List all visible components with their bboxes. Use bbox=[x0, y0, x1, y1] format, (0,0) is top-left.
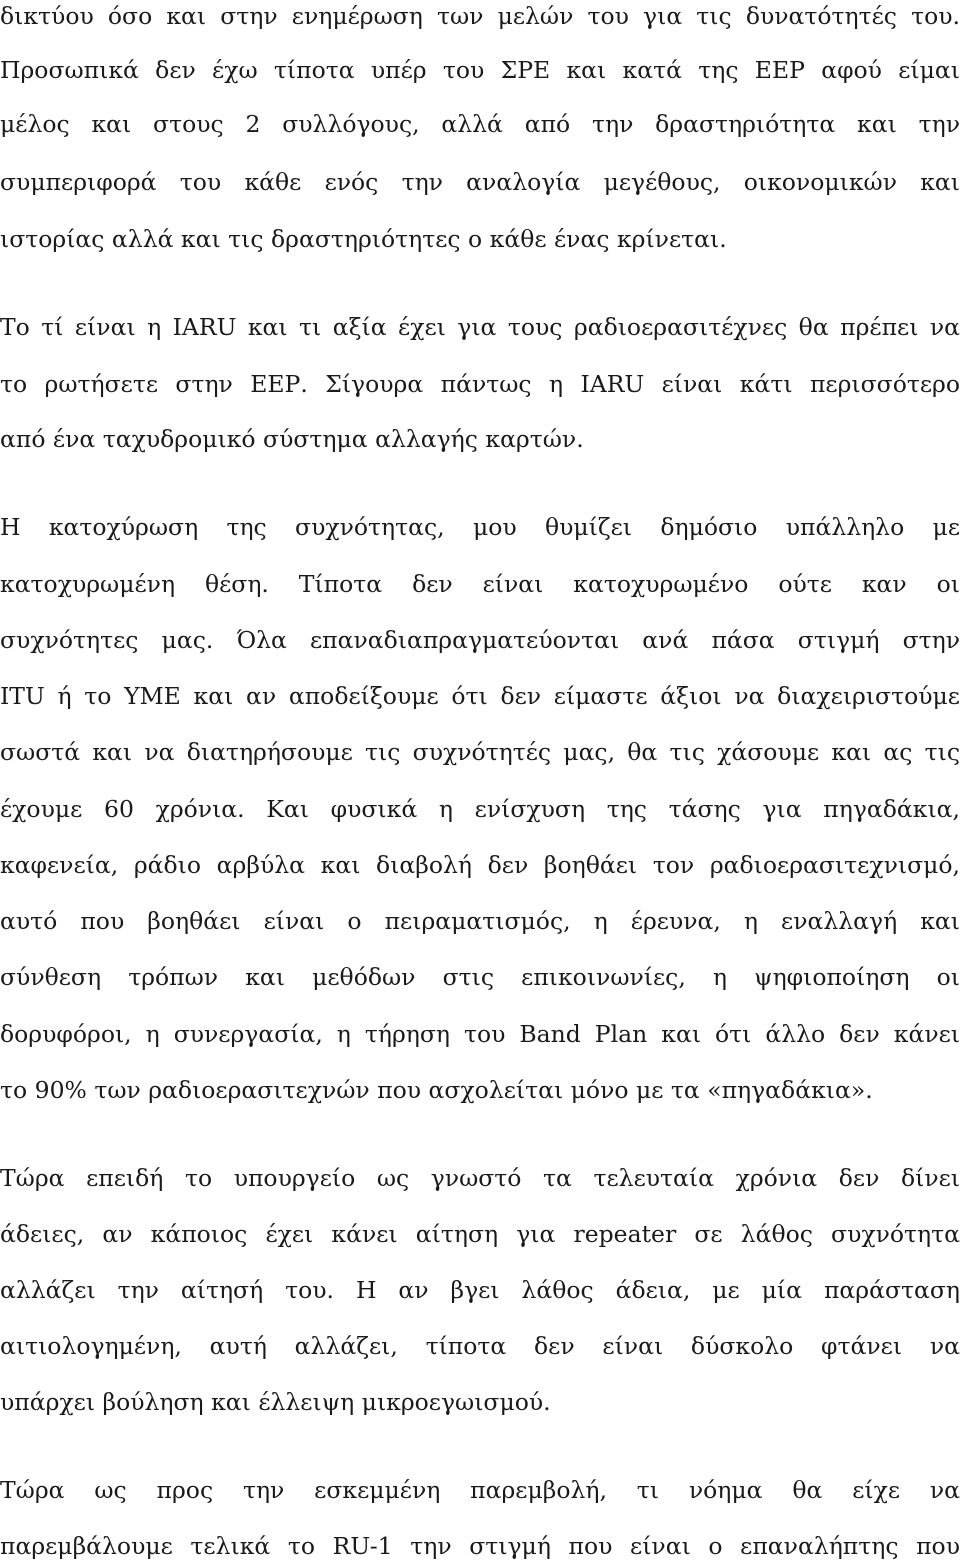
text-line: συχνότητες μας. Όλα επαναδιαπραγματεύονται ανά πάσα στιγμή στην bbox=[0, 626, 960, 654]
text-line: άδειες, αν κάποιος έχει κάνει αίτηση για repeater σε λάθος συχνότητα bbox=[0, 1220, 960, 1248]
text-line: αλλάζει την αίτησή του. Η αν βγει λάθος άδεια, με μία παράσταση bbox=[0, 1276, 960, 1304]
text-line: μέλος και στους 2 συλλόγους, αλλά από την δραστηριότητα και την bbox=[0, 110, 960, 138]
text-line: Τώρα επειδή το υπουργείο ως γνωστό τα τελευταία χρόνια δεν δίνει bbox=[0, 1164, 960, 1192]
text-line: το ρωτήσετε στην ΕΕΡ. Σίγουρα πάντως η IARU είναι κάτι περισσότερο bbox=[0, 370, 960, 398]
text-line: το 90% των ραδιοερασιτεχνών που ασχολείται μόνο με τα «πηγαδάκια». bbox=[0, 1076, 873, 1104]
text-line: Η κατοχύρωση της συχνότητας, μου θυμίζει δημόσιο υπάλληλο με bbox=[0, 513, 960, 541]
text-line: υπάρχει βούληση και έλλειψη μικροεγωισμού. bbox=[0, 1388, 551, 1416]
text-line: Τώρα ως προς την εσκεμμένη παρεμβολή, τι νόημα θα είχε να bbox=[0, 1476, 960, 1504]
text-line: αιτιολογημένη, αυτή αλλάζει, τίποτα δεν είναι δύσκολο φτάνει να bbox=[0, 1332, 960, 1360]
text-line: σωστά και να διατηρήσουμε τις συχνότητές μας, θα τις χάσουμε και ας τις bbox=[0, 738, 960, 766]
text-line: Προσωπικά δεν έχω τίποτα υπέρ του ΣΡΕ και κατά της ΕΕΡ αφού είμαι bbox=[0, 56, 960, 84]
text-line: καφενεία, ράδιο αρβύλα και διαβολή δεν βοηθάει τον ραδιοερασιτεχνισμό, bbox=[0, 851, 960, 879]
text-line: έχουμε 60 χρόνια. Και φυσικά η ενίσχυση της τάσης για πηγαδάκια, bbox=[0, 795, 960, 823]
text-line: Το τί είναι η IARU και τι αξία έχει για τους ραδιοερασιτέχνες θα πρέπει να bbox=[0, 313, 960, 341]
text-line: παρεμβάλουμε τελικά το RU-1 την στιγμή που είναι ο επαναλήπτης που bbox=[0, 1532, 960, 1560]
text-line: δικτύου όσο και στην ενημέρωση των μελών του για τις δυνατότητές του. bbox=[0, 2, 960, 30]
text-line: ITU ή το ΥΜΕ και αν αποδείξουμε ότι δεν είμαστε άξιοι να διαχειριστούμε bbox=[0, 682, 960, 710]
text-line: αυτό που βοηθάει είναι ο πειραματισμός, η έρευνα, η εναλλαγή και bbox=[0, 907, 960, 935]
text-line: από ένα ταχυδρομικό σύστημα αλλαγής καρτών. bbox=[0, 425, 584, 453]
text-line: κατοχυρωμένη θέση. Τίποτα δεν είναι κατοχυρωμένο ούτε καν οι bbox=[0, 570, 960, 598]
text-line: δορυφόροι, η συνεργασία, η τήρηση του Band Plan και ότι άλλο δεν κάνει bbox=[0, 1020, 960, 1048]
text-line: ιστορίας αλλά και τις δραστηριότητες ο κάθε ένας κρίνεται. bbox=[0, 225, 727, 253]
text-line: συμπεριφορά του κάθε ενός την αναλογία μεγέθους, οικονομικών και bbox=[0, 168, 960, 196]
text-line: σύνθεση τρόπων και μεθόδων στις επικοινωνίες, η ψηφιοποίηση οι bbox=[0, 963, 960, 991]
